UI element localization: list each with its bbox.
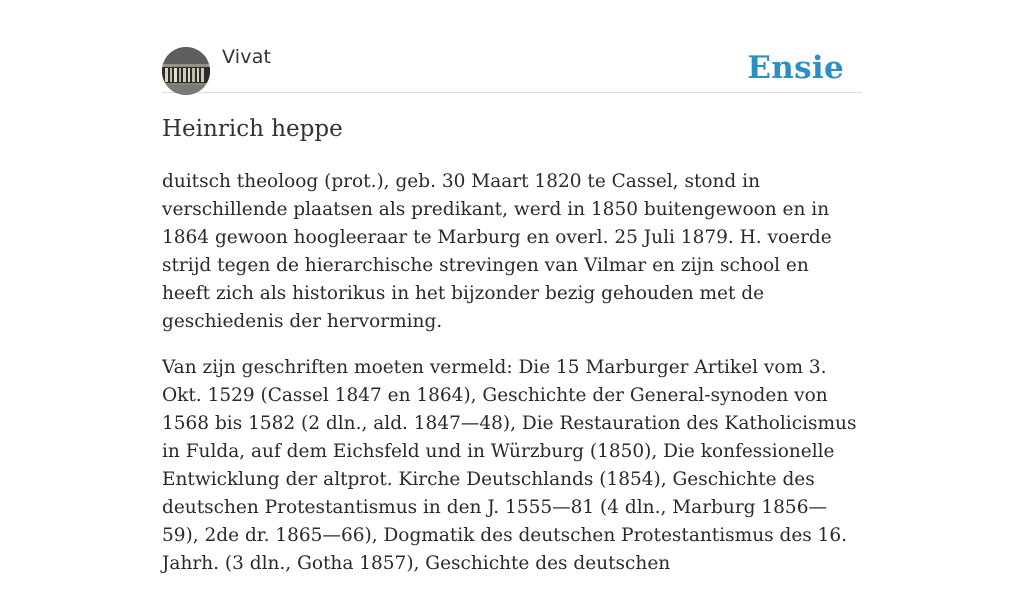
- header: [162, 0, 862, 93]
- article-body: [162, 168, 862, 596]
- ensie-logo[interactable]: Ensie: [747, 50, 844, 86]
- page-container: [162, 0, 862, 574]
- article-paragraph: Van zijn geschriften moeten vermeld: Die 15 Marburger Artikel vom 3. Okt. 1529 (Cassel 1847 en 1864), Geschichte der General-synoden von 1568 bis 1582 (2 dln., ald. 1847—48), Die Restauration des Katholicismus in Fulda, auf dem Eichsfeld und in Würzburg (1850), Die konfessionelle Entwicklung der altprot. Kirche Deutschlands (1854), Geschichte des deutschen Protestantismus in den J. 1555—81 (4 dln., Marburg 1856— 59), 2de dr. 1865—66), Dogmatik des deutschen Protestantismus des 16. Jahrh. (3 dln., Gotha 1857), Geschichte des deutschen: [162, 357, 857, 574]
- article-paragraph: duitsch theoloog (prot.), geb. 30 Maart 1820 te Cassel, stond in verschillende plaatsen als predikant, werd in 1850 buitengewoon en in 1864 gewoon hoogleeraar te Marburg en overl. 25 Juli 1879. H. voerde strijd tegen de hierarchische strevingen van Vilmar en zijn school en heeft zich als historikus in het bijzonder bezig gehouden met de geschiedenis der hervorming.: [162, 171, 832, 332]
- bookshelf-avatar-icon[interactable]: [162, 47, 210, 95]
- author-name[interactable]: Vivat: [222, 46, 272, 68]
- article-title: Heinrich heppe: [162, 116, 343, 142]
